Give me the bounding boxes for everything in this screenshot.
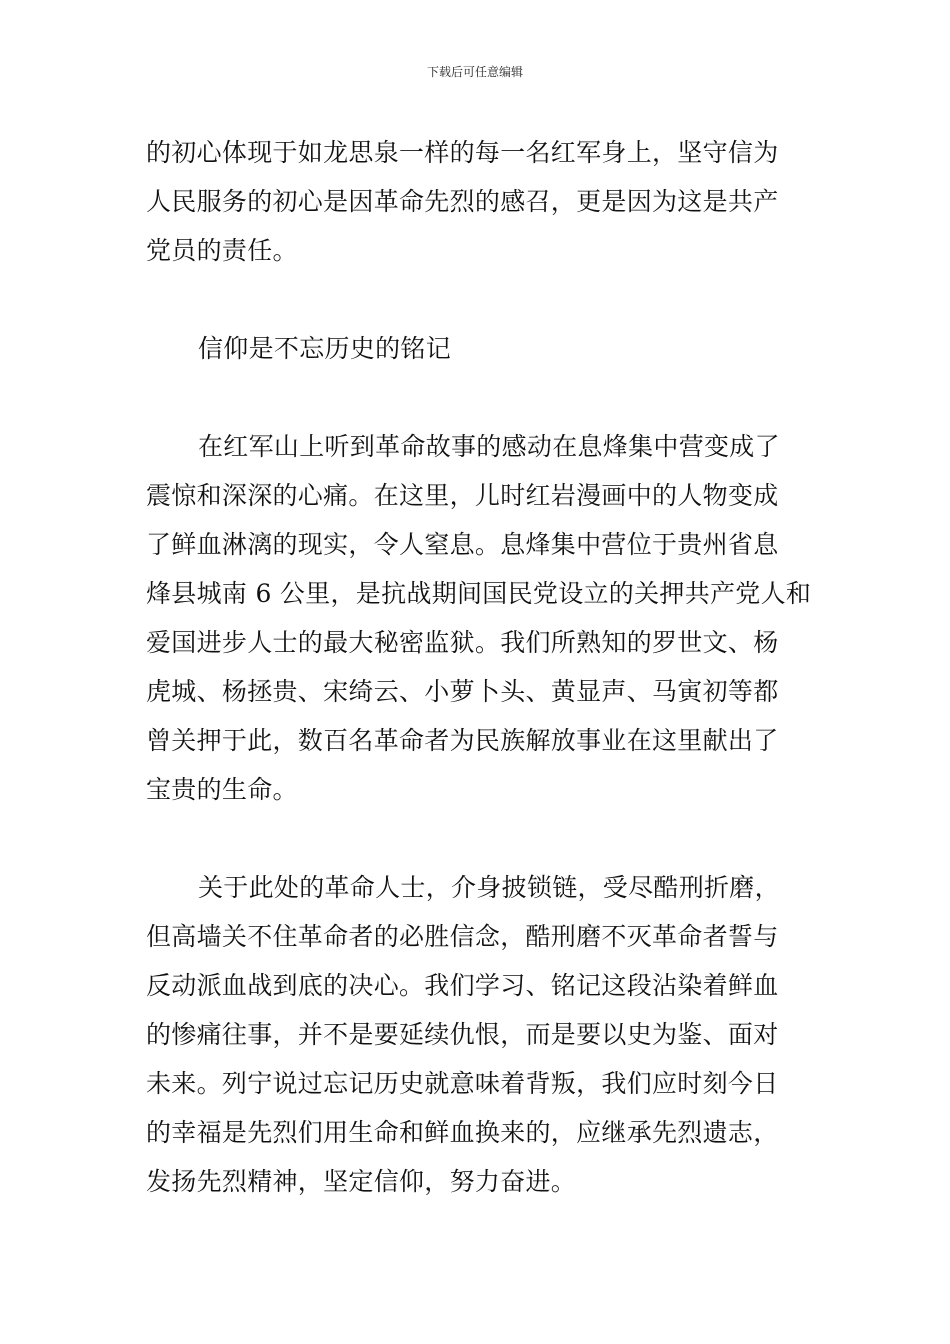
text-line: 宝贵的生命。 [146, 775, 298, 804]
text-line: 震惊和深深的心痛。在这里，儿时红岩漫画中的人物变成 [146, 481, 779, 510]
text-line: 的惨痛往事，并不是要延续仇恨，而是要以史为鉴、面对 [146, 1020, 779, 1049]
text-line: 虎城、杨拯贵、宋绮云、小萝卜头、黄显声、马寅初等都 [146, 677, 779, 706]
heading-line: 信仰是不忘历史的铭记 [198, 334, 452, 363]
text-line: 爱国进步人士的最大秘密监狱。我们所熟知的罗世文、杨 [146, 628, 779, 657]
paragraph-spacer [146, 373, 810, 422]
paragraph-continuation [146, 128, 810, 275]
text-line: 发扬先烈精神，坚定信仰，努力奋进。 [146, 1167, 577, 1196]
section-heading [146, 324, 810, 373]
text-line: 反动派血战到底的决心。我们学习、铭记这段沾染着鲜血 [146, 971, 779, 1000]
paragraph-spacer [146, 275, 810, 324]
text-line: 的幸福是先烈们用生命和鲜血换来的，应继承先烈遗志， [146, 1118, 779, 1147]
text-line: 烽县城南 6 公里，是抗战期间国民党设立的关押共产党人和 [146, 579, 812, 608]
document-body [146, 128, 810, 1206]
text-line: 曾关押于此，数百名革命者为民族解放事业在这里献出了 [146, 726, 779, 755]
paragraph-xifeng [146, 422, 810, 814]
text-line: 未来。列宁说过忘记历史就意味着背叛，我们应时刻今日 [146, 1069, 779, 1098]
text-line: 党员的责任。 [146, 236, 298, 265]
text-line: 在红军山上听到革命故事的感动在息烽集中营变成了 [198, 432, 780, 461]
paragraph-spacer [146, 814, 810, 863]
text-line: 的初心体现于如龙思泉一样的每一名红军身上，坚守信为 [146, 138, 779, 167]
paragraph-history [146, 863, 810, 1206]
text-line: 了鲜血淋漓的现实，令人窒息。息烽集中营位于贵州省息 [146, 530, 779, 559]
text-line: 但高墙关不住革命者的必胜信念，酷刑磨不灭革命者誓与 [146, 922, 779, 951]
page-header: 下载后可任意编辑 [426, 65, 523, 79]
text-line: 关于此处的革命人士，介身披锁链，受尽酷刑折磨， [198, 873, 780, 902]
text-line: 人民服务的初心是因革命先烈的感召，更是因为这是共产 [146, 187, 779, 216]
